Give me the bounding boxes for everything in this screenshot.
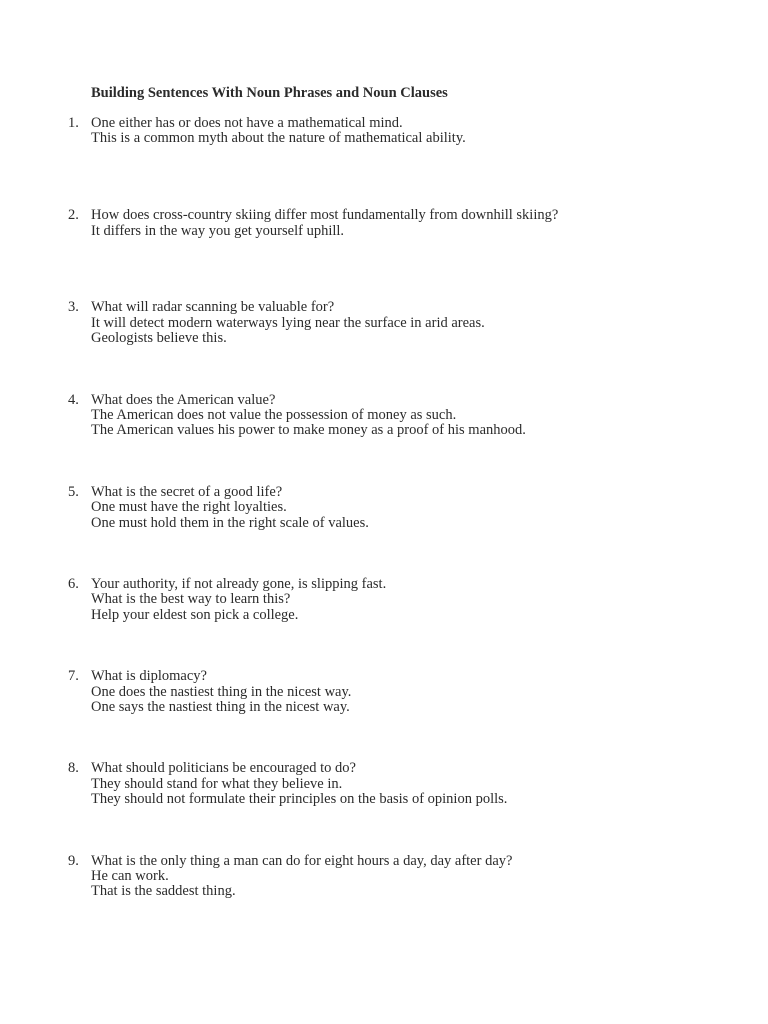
list-item bbox=[0, 577, 768, 669]
sentence: One must have the right loyalties. bbox=[91, 499, 287, 516]
exercise-list bbox=[0, 116, 768, 946]
item-sentences bbox=[91, 300, 751, 346]
sentence: The American does not value the possession of money as such. bbox=[91, 406, 457, 423]
sentence: What is the secret of a good life? bbox=[91, 483, 283, 500]
item-number: 1. bbox=[68, 115, 79, 131]
sentence: He can work. bbox=[91, 867, 169, 884]
item-sentences bbox=[91, 208, 751, 239]
item-sentences bbox=[91, 669, 751, 715]
sentence: It differs in the way you get yourself uphill. bbox=[91, 222, 345, 239]
sentence: What will radar scanning be valuable for? bbox=[91, 299, 335, 316]
item-sentences bbox=[91, 485, 751, 531]
sentence: What is the only thing a man can do for eight hours a day, day after day? bbox=[91, 852, 513, 869]
item-number: 5. bbox=[68, 483, 79, 500]
item-number: 7. bbox=[68, 668, 79, 685]
sentence: This is a common myth about the nature of mathematical ability. bbox=[91, 130, 466, 147]
list-item bbox=[0, 761, 768, 853]
sentence: How does cross-country skiing differ most fundamentally from downhill skiing? bbox=[91, 207, 559, 224]
sentence: What does the American value? bbox=[91, 391, 276, 408]
sentence: The American values his power to make money as a proof of his manhood. bbox=[91, 422, 526, 439]
sentence: What should politicians be encouraged to do? bbox=[91, 760, 356, 777]
sentence: Geologists believe this. bbox=[91, 330, 227, 347]
item-sentences bbox=[91, 854, 751, 900]
sentence: It will detect modern waterways lying near the surface in arid areas. bbox=[91, 314, 485, 331]
item-number: 2. bbox=[68, 207, 79, 224]
sentence: One must hold them in the right scale of values. bbox=[91, 514, 369, 531]
sentence: What is the best way to learn this? bbox=[91, 591, 291, 608]
item-number: 9. bbox=[68, 852, 79, 869]
item-sentences bbox=[91, 393, 751, 439]
list-item bbox=[0, 485, 768, 577]
list-item bbox=[0, 393, 768, 485]
sentence: Help your eldest son pick a college. bbox=[91, 606, 299, 623]
list-item bbox=[0, 854, 768, 946]
sentence: That is the saddest thing. bbox=[91, 883, 236, 900]
item-sentences bbox=[91, 761, 751, 807]
sentence: Your authority, if not already gone, is slipping fast. bbox=[91, 575, 387, 592]
list-item bbox=[0, 208, 768, 300]
sentence: One either has or does not have a mathematical mind. bbox=[91, 115, 403, 131]
sentence: They should not formulate their principles on the basis of opinion polls. bbox=[91, 791, 508, 808]
sentence: They should stand for what they believe in. bbox=[91, 775, 343, 792]
item-sentences bbox=[91, 116, 751, 147]
item-number: 4. bbox=[68, 391, 79, 408]
list-item bbox=[0, 669, 768, 761]
sentence: What is diplomacy? bbox=[91, 668, 207, 685]
item-number: 3. bbox=[68, 299, 79, 316]
sentence: One does the nastiest thing in the nicest way. bbox=[91, 683, 352, 700]
item-number: 6. bbox=[68, 575, 79, 592]
list-item bbox=[0, 116, 768, 208]
item-sentences bbox=[91, 577, 751, 623]
list-item bbox=[0, 300, 768, 392]
document-title: Building Sentences With Noun Phrases and Noun Clauses bbox=[91, 85, 448, 101]
sentence: One says the nastiest thing in the nicest way. bbox=[91, 698, 350, 715]
item-number: 8. bbox=[68, 760, 79, 777]
